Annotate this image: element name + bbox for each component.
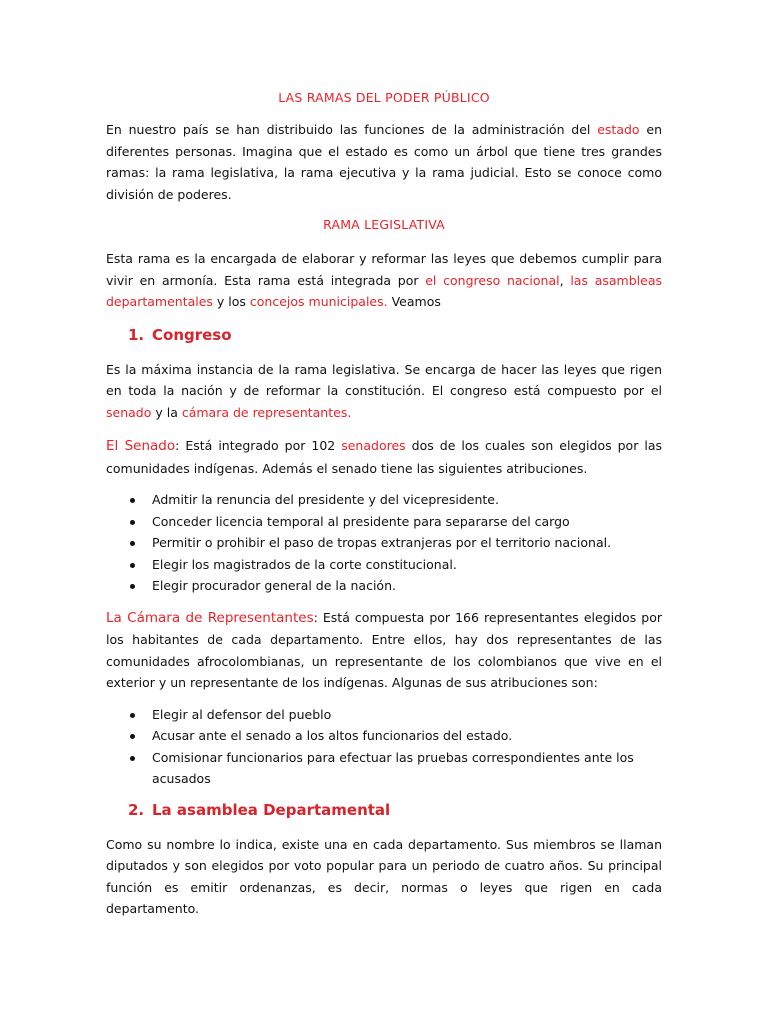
bullet-icon [130, 563, 135, 568]
bullet-icon [130, 498, 135, 503]
intro-paragraph [106, 119, 662, 205]
list-item-text: Elegir procurador general de la nación. [152, 578, 396, 593]
camara-paragraph [106, 607, 662, 694]
section-title-rama-legislativa: RAMA LEGISLATIVA [323, 217, 445, 232]
text-run: , [559, 272, 571, 288]
rama-legislativa-paragraph [106, 248, 662, 313]
highlighted-text: cámara de representantes. [181, 404, 352, 420]
text-run: y los [212, 294, 250, 309]
list-item [130, 489, 662, 511]
document-title: LAS RAMAS DEL PODER PÚBLICO [278, 90, 490, 105]
text-run: En nuestro país se han distribuido las funciones de la administración del [106, 122, 598, 137]
camara-term: La Cámara de Representantes [106, 609, 314, 626]
bullet-icon [130, 713, 135, 718]
highlighted-text: estado [597, 122, 640, 137]
heading-congreso [128, 325, 662, 345]
heading-asamblea-departamental [128, 800, 662, 820]
list-item-text: Conceder licencia temporal al presidente para separarse del cargo [152, 513, 570, 529]
list-item-text: Elegir los magistrados de la corte constitucional. [152, 556, 457, 572]
heading-text: Congreso [152, 325, 232, 344]
heading-number: 1. [128, 325, 145, 344]
text-run: Es la máxima instancia de la rama legislativa. Se encarga de hacer las leyes que rigen en toda la nación y de reformar la constitución. El congreso está compuesto por el [106, 361, 662, 398]
list-item [130, 554, 662, 576]
congreso-paragraph [106, 359, 662, 424]
bullet-icon [130, 584, 135, 589]
asamblea-paragraph: Como su nombre lo indica, existe una en cada departamento. Sus miembros se llaman diputados y son elegidos por voto popular para un periodo de cuatro años. Su principal función es emitir ordenanzas, es decir, normas o leyes que rigen en cada departamento. [106, 836, 662, 916]
highlighted-text: el congreso nacional [425, 272, 560, 288]
bullet-icon [130, 756, 135, 761]
list-item [130, 747, 662, 790]
list-item [130, 725, 662, 747]
list-item-text: Comisionar funcionarios para efectuar las pruebas correspondientes ante los acusados [152, 749, 634, 786]
list-item-text: Acusar ante el senado a los altos funcionarios del estado. [152, 728, 513, 743]
text-run: : Está integrado por 102 [175, 438, 342, 453]
text-run: Veamos [387, 294, 441, 309]
highlighted-text: las asambleas departamentales [106, 272, 662, 309]
bullet-icon [130, 541, 135, 546]
heading-number: 2. [128, 800, 145, 819]
text-run: y la [151, 404, 182, 420]
bullet-icon [130, 520, 135, 525]
text-run: Esta rama es la encargada de elaborar y reformar las leyes que debemos cumplir para vivir en armonía. Esta rama está integrada por [106, 251, 662, 288]
list-item-text: Permitir o prohibir el paso de tropas extranjeras por el territorio nacional. [152, 535, 612, 550]
senado-attributions-list [106, 489, 662, 597]
list-item-text: Admitir la renuncia del presidente y del vicepresidente. [152, 492, 499, 507]
senado-description [106, 438, 662, 476]
list-item [130, 511, 662, 533]
camara-attributions-list [106, 704, 662, 790]
document-body [106, 90, 662, 932]
text-run: dos de los cuales son elegidos por las comunidades indígenas. Además el senado tiene las siguientes atribuciones. [106, 438, 662, 476]
list-item [130, 532, 662, 554]
list-item [130, 575, 662, 597]
senado-paragraph [106, 435, 662, 479]
highlighted-text: senado [106, 404, 152, 420]
highlighted-text: senadores [341, 438, 406, 453]
text-run: en diferentes personas. Imagina que el estado es como un árbol que tiene tres grandes ramas: la rama legislativa, la rama ejecutiva y la rama judicial. Esto se conoce como división de poderes. [106, 122, 662, 202]
bullet-icon [130, 734, 135, 739]
list-item-text: Elegir al defensor del pueblo [152, 706, 332, 722]
highlighted-text: concejos municipales. [249, 294, 388, 309]
camara-description: : Está compuesta por 166 representantes elegidos por los habitantes de cada departamento. Entre ellos, hay dos representantes de las comunidades afrocolombianas, un representante de los colombianos que vive en el exterior y un representante de los indígenas. Algunas de sus atribuciones son: [106, 609, 662, 690]
heading-text: La asamblea Departamental [152, 800, 391, 819]
senado-term: El Senado [106, 438, 176, 454]
list-item [130, 704, 662, 726]
